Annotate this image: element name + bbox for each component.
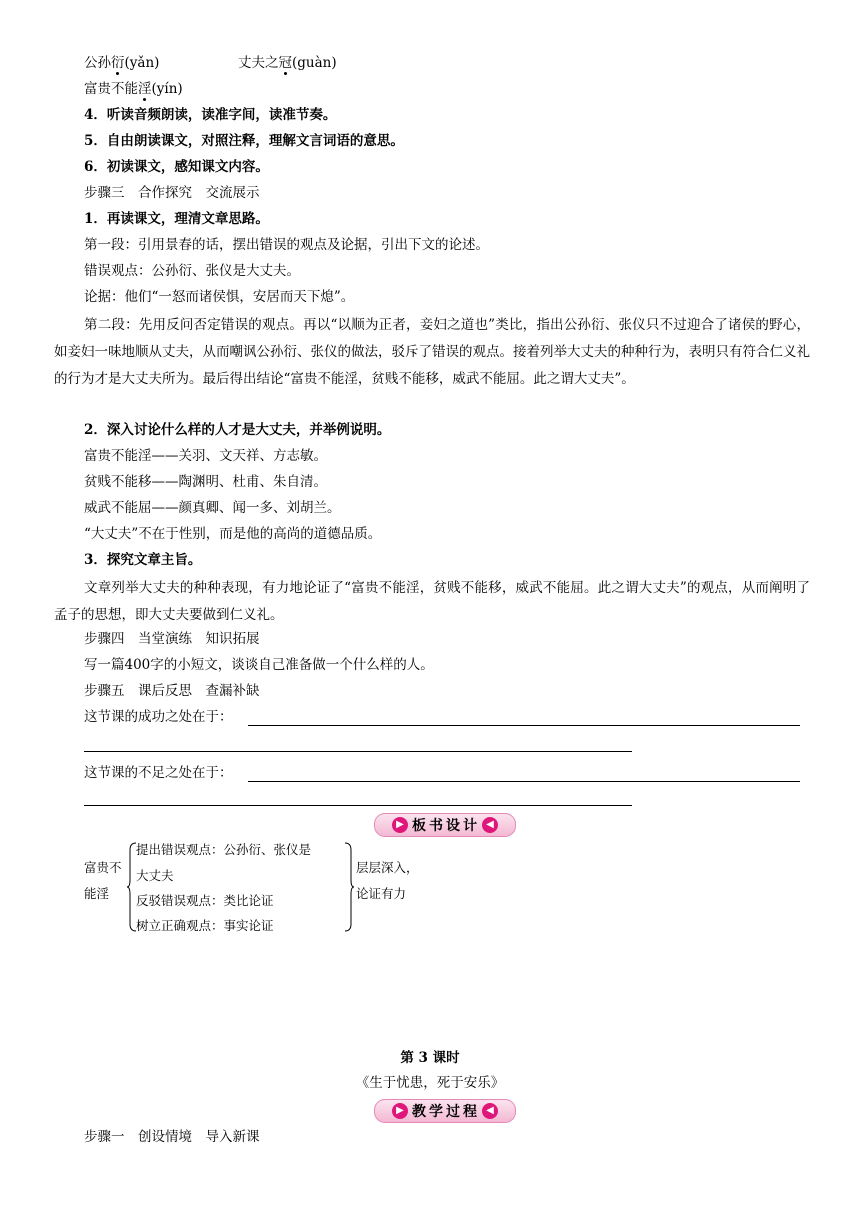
board-summary-line2: 论证有力 (356, 886, 407, 901)
example-weiwu: 威武不能屈——颜真卿、闻一多、刘胡兰。 (84, 500, 341, 516)
step-item-4: 4．听读音频朗读，读准字间，读准节奏。 (84, 107, 337, 123)
step3-theme-paragraph: 文章列举大丈夫的种种表现，有力地论证了“富贵不能淫，贫贱不能移，威武不能屈。此之谓大丈夫”的观点，从而阐明了孟子的思想，即大丈夫要做到仁义礼。 (54, 580, 810, 623)
example-fugui: 富贵不能淫——关羽、文天祥、方志敏。 (84, 448, 327, 464)
reflection-shortfall-label: 这节课的不足之处在于： (84, 765, 233, 781)
step3-question-1: 1．再读课文，理清文章思路。 (84, 211, 269, 227)
example-pinjian: 贫贱不能移——陶渊明、杜甫、朱自清。 (84, 474, 327, 490)
step-item-6: 6．初读课文，感知课文内容。 (84, 159, 269, 175)
step5-heading: 步骤五 课后反思 查漏补缺 (84, 683, 260, 699)
reflection-shortfall-blank (248, 781, 800, 782)
step3-heading: 步骤三 合作探究 交流展示 (84, 185, 260, 201)
vocab-item-guan: 丈夫之冠(guàn) (238, 55, 337, 71)
board-topic-line1: 富贵不 (84, 860, 122, 875)
board-topic-line2: 能淫 (84, 886, 110, 901)
step3-paragraph-2: 第二段：先用反问否定错误的观点。再以“以顺为正者，妾妇之道也”类比，指出公孙衍、张仪只不过迎合了诸侯的野心，如妾妇一味地顺从丈夫，从而嘲讽公孙衍、张仪的做法，驳斥了错误的观点。接着列举大丈夫的种种行为，表明只有符合仁义礼的行为才是大丈夫所为。最后得出结论“富贵不能淫，贫贱不能移，威武不能屈。此之谓大丈夫”。 (54, 317, 810, 387)
board-design-badge: ▶ 板书设计 ◀ (374, 813, 516, 837)
example-summary: “大丈夫”不在于性别，而是他的高尚的道德品质。 (84, 526, 382, 542)
board-right-brace (343, 842, 355, 932)
lesson3-label: 第 3 课时 (400, 1050, 460, 1066)
board-item-3: 树立正确观点：事实论证 (136, 918, 274, 933)
reflection-success-blank-2 (84, 751, 632, 752)
step3-question-3: 3．探究文章主旨。 (84, 552, 202, 568)
step3-paragraph-1: 第一段：引用景春的话，摆出错误的观点及论据，引出下文的论述。 (84, 237, 489, 253)
vocab-item-gongsunyan: 公孙衍(yǎn) (84, 55, 160, 71)
board-item-1: 提出错误观点：公孙衍、张仪是 (136, 842, 312, 857)
step3-wrong-view: 错误观点：公孙衍、张仪是大丈夫。 (84, 263, 300, 279)
lesson3-title: 《生于忧患，死于安乐》 (355, 1075, 505, 1091)
step4-heading: 步骤四 当堂演练 知识拓展 (84, 631, 260, 647)
board-item-1-cont: 大丈夫 (136, 868, 174, 883)
reflection-success-label: 这节课的成功之处在于： (84, 709, 233, 725)
step3-question-2: 2．深入讨论什么样的人才是大丈夫，并举例说明。 (84, 422, 391, 438)
board-summary-line1: 层层深入， (356, 860, 419, 875)
arrow-right-icon: ▶ (392, 817, 408, 833)
step4-task: 写一篇400字的小短文，谈谈自己准备做一个什么样的人。 (84, 657, 434, 673)
step-item-5: 5．自由朗读课文，对照注释，理解文言词语的意思。 (84, 133, 404, 149)
reflection-shortfall-blank-2 (84, 805, 632, 806)
step1-heading: 步骤一 创设情境 导入新课 (84, 1129, 260, 1145)
reflection-success-blank (248, 725, 800, 726)
arrow-right-icon: ▶ (392, 1103, 408, 1119)
arrow-left-icon: ◀ (482, 1103, 498, 1119)
step3-evidence: 论据：他们“一怒而诸侯惧，安居而天下熄”。 (84, 289, 355, 305)
teaching-process-badge: ▶ 教学过程 ◀ (374, 1099, 516, 1123)
arrow-left-icon: ◀ (482, 817, 498, 833)
board-item-2: 反驳错误观点：类比论证 (136, 893, 274, 908)
vocab-item-yin: 富贵不能淫(yín) (84, 81, 183, 97)
